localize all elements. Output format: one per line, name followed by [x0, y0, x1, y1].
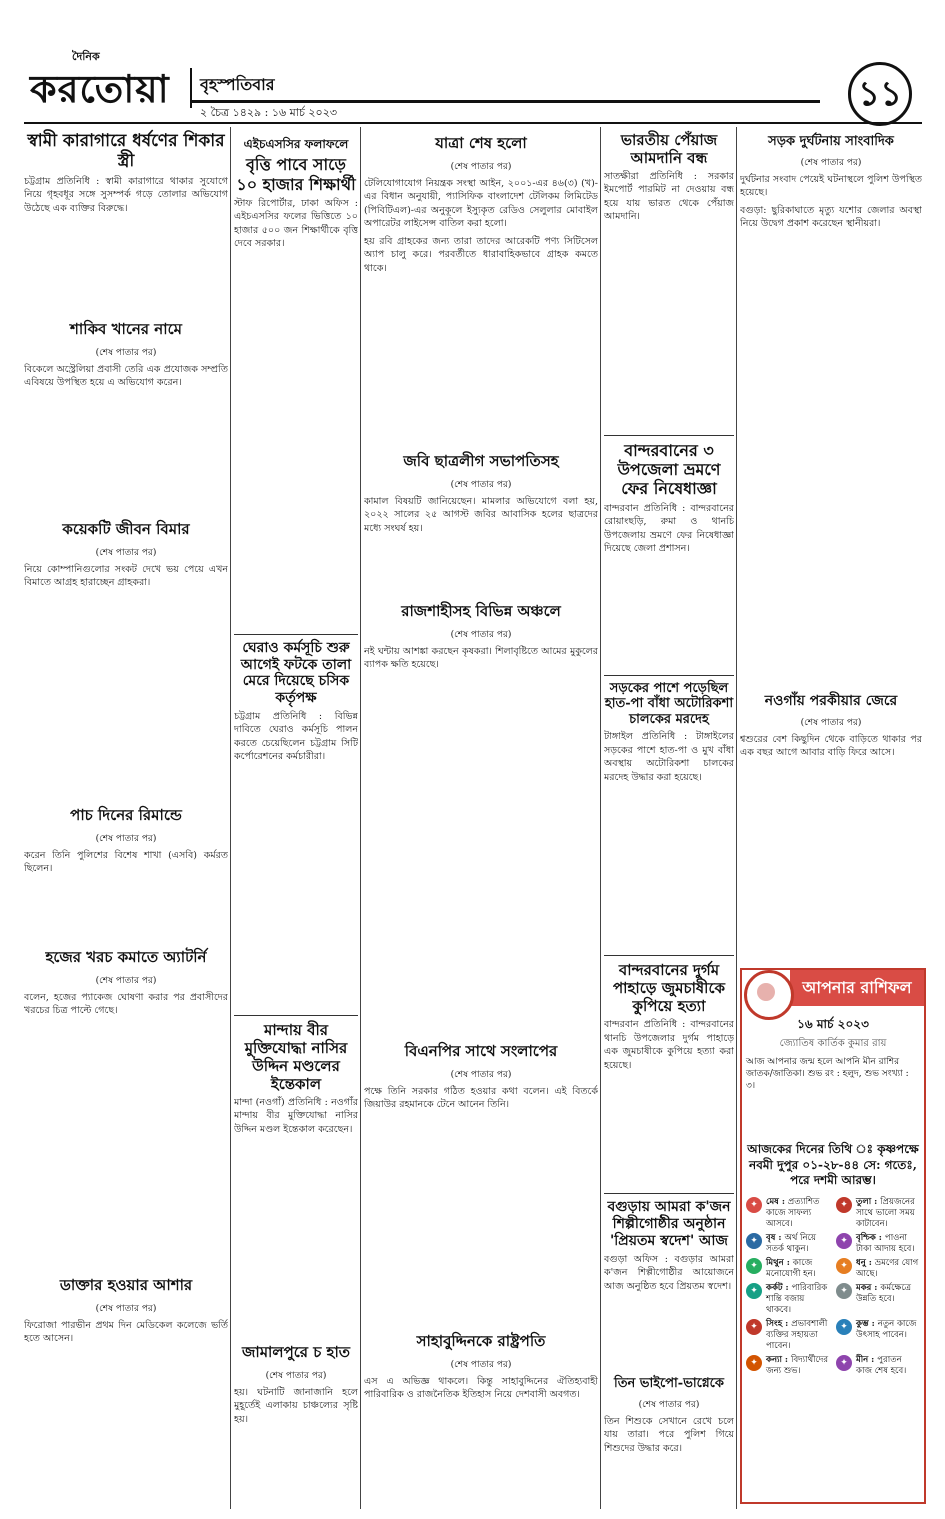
headline-jamalpur: জামালপুরে চ হাত [241, 1342, 351, 1361]
newspaper-logo: করতোয়া [30, 66, 170, 111]
continued-note: (শেষ পাতার পর) [450, 162, 512, 172]
zodiac-symbol-icon: ✦ [746, 1283, 762, 1299]
zodiac-sign-text: মিথুন : কাজে মনোযোগী হন। [766, 1258, 816, 1280]
zodiac-symbol-icon: ✦ [836, 1197, 852, 1213]
zodiac-symbol-icon: ✦ [836, 1355, 852, 1371]
headline-three-nephews: তিন ভাইপো-ভাগ্নেকে [614, 1375, 724, 1391]
article-body: হয় রবি গ্রাহকের জন্য তারা তাদের আরেকটি পণ্য সিটিসেল অ্যাপ চালু করে। পরবর্তীতে ধারাবাহিকভাবে গ্রাহক কমতে থাকে। [364, 235, 598, 274]
headline-spouse-abuse: স্বামী কারাগারে ধর্ষণের শিকার স্ত্রী [27, 131, 225, 172]
article-body: বিকেলে অস্ট্রেলিয়া প্রবাসী তেরি এক প্রযোজক সম্প্রতি এবিষয়ে উপস্থিত হয়ে এ অভিযোগ করেন। [24, 363, 228, 389]
article-body: সাতক্ষীরা প্রতিনিধি : সরকার ইমপোর্ট পারমিট না দেওয়ায় বন্ধ হয়ে যায় ভারত থেকে পেঁয়াজ আমদানি। [604, 171, 734, 223]
zodiac-sign-item [746, 1197, 830, 1230]
article-rule [604, 955, 734, 956]
article-body: বান্দরবান প্রতিনিধি : বান্দরবানের থানচি উপজেলার দুর্গম পাহাড়ে এক জুমচাষীকে কুপিয়ে হত্যা করা হয়েছে। [604, 1019, 734, 1071]
article-body: স্টাফ রিপোর্টার, ঢাকা অফিস : এইচএসসির ফলের ভিত্তিতে ১০ হাজার ৫০০ জন শিক্ষার্থীকে বৃত্তি দেবে সরকার। [234, 197, 358, 250]
zodiac-sign-item [836, 1258, 920, 1280]
zodiac-sign-grid [742, 1193, 924, 1382]
column-divider [600, 127, 601, 1509]
zodiac-symbol-icon: ✦ [746, 1233, 762, 1249]
zodiac-sign-text: কর্কট : পারিবারিক শান্তি বজায় থাকবে। [766, 1283, 828, 1316]
continued-note: (শেষ পাতার পর) [95, 975, 157, 986]
zodiac-sign-name: মকর : [856, 1283, 881, 1294]
zodiac-sign-text: ধনু : ভ্রমণের যোগ আছে। [856, 1258, 919, 1280]
masthead [0, 0, 945, 122]
zodiac-sign-name: বৃষ : [766, 1232, 785, 1243]
zodiac-sign-item [746, 1233, 830, 1255]
zodiac-sign-text: মীন : পুরাতন কাজ শেষ হবে। [856, 1355, 907, 1377]
column-divider [230, 127, 231, 1509]
horoscope-title: আপনার রাশিফল [790, 970, 924, 1006]
headline-hajj-cost: হজের খরচ কমাতে অ্যাটর্নি [45, 947, 207, 966]
headline-scholarship: বৃত্তি পাবে সাড়ে ১০ হাজার শিক্ষার্থী [236, 155, 356, 194]
headline-bogura-cultural: বগুড়ায় আমরা ক'জন শিল্পীগোষ্ঠীর অনুষ্ঠান 'প্রিয়তম স্বদেশ' আজ [607, 1199, 731, 1249]
article-rule [234, 1015, 358, 1016]
continued-note: (শেষ পাতার পর) [638, 1399, 700, 1410]
zodiac-sign-item [836, 1197, 920, 1230]
article-body: বগুড়া অফিস : বগুড়ার আমরা ক'জন শিল্পীগোষ্ঠীর আয়োজনে আজ অনুষ্ঠিত হবে প্রিয়তম স্বদেশ। [604, 1253, 734, 1292]
column-divider [736, 127, 737, 1509]
logo-tagline: দৈনিক [72, 50, 100, 63]
zodiac-symbol-icon: ✦ [836, 1319, 852, 1335]
horoscope-author: জ্যোতিষ কার্তিক কুমার রায় [779, 1038, 887, 1049]
headline-road-accident: সড়ক দুর্ঘটনায় সাংবাদিক [768, 134, 894, 149]
zodiac-symbol-icon: ✦ [746, 1258, 762, 1274]
zodiac-sign-item [836, 1283, 920, 1316]
zodiac-sign-text: বৃশ্চিক : পাওনা টাকা আদায় হবে। [856, 1232, 915, 1254]
article-body: কামাল বিষয়টি জানিয়েছেন। মামলার অভিযোগে বলা হয়, ২০২২ সালের ২৫ আগস্ট জবির আবাসিক হলের ছাত্রদের মধ্যে সংঘর্ষ হয়। [364, 495, 598, 534]
headline-shakib-khan: শাকিব খানের নামে [70, 319, 182, 338]
zodiac-symbol-icon: ✦ [836, 1283, 852, 1299]
zodiac-sign-name: মিথুন : [766, 1258, 793, 1269]
zodiac-sign-name: কুম্ভ : [856, 1319, 878, 1330]
zodiac-sign-name: কন্যা : [766, 1355, 792, 1366]
zodiac-wheel-icon [744, 970, 794, 1020]
zodiac-sign-name: মেষ : [766, 1196, 788, 1207]
continued-note: (শেষ পাতার পর) [450, 1359, 512, 1370]
article-body: বলেন, হজের প্যাকেজ ঘোষণা করার পর প্রবাসীদের খরচের চিত্র পাল্টে গেছে। [24, 991, 228, 1017]
continued-note: (শেষ পাতার পর) [450, 1069, 512, 1080]
page-number-badge: ১১ [848, 62, 912, 126]
article-body: করেন তিনি পুলিশের বিশেষ শাখা (এসবি) কর্মরত ছিলেন। [24, 849, 228, 875]
zodiac-symbol-icon: ✦ [746, 1197, 762, 1213]
zodiac-sign-name: মীন : [856, 1355, 878, 1366]
headline-jnu-chhatraleague: জবি ছাত্রলীগ সভাপতিসহ [403, 451, 559, 470]
headline-rajshahi-regions: রাজশাহীসহ বিভিন্ন অঞ্চলে [401, 601, 561, 620]
continued-note: (শেষ পাতার পর) [800, 158, 862, 168]
article-body: মান্দা (নওগাঁ) প্রতিনিধি : নওগাঁর মান্দায় বীর মুক্তিযোদ্ধা নাসির উদ্দিন মণ্ডল ইন্তেকাল করেছেন। [234, 1096, 358, 1135]
masthead-rule [190, 100, 820, 103]
headline-journey-ends: যাত্রা শেষ হলো [435, 134, 527, 152]
article-body: এস এ অভিজ্ঞ থাকলে। কিন্তু সাহাবুদ্দিনের ঐতিহ্যবাহী পারিবারিক ও রাজনৈতিক ইতিহাস নিয়ে দেশবাসী অবগত। [364, 1375, 598, 1401]
zodiac-sign-text: মেষ : প্রত্যাশিত কাজে সাফল্য আসবে। [766, 1196, 820, 1229]
zodiac-sign-item [836, 1319, 920, 1352]
article-body: দুর্ঘটনার সংবাদ পেয়েই ঘটনাস্থলে পুলিশ উপস্থিত হয়েছে। [740, 174, 922, 199]
continued-note: (শেষ পাতার পর) [95, 1303, 157, 1314]
zodiac-sign-item [746, 1283, 830, 1316]
zodiac-sign-name: সিংহ : [766, 1319, 792, 1330]
article-body: বান্দরবান প্রতিনিধি : বান্দরবানের রোয়াংছড়ি, রুমা ও থানচি উপজেলায় ভ্রমণে ফের নিষেধাজ্ঞা দিয়েছে জেলা প্রশাসন। [604, 502, 734, 555]
continued-note: (শেষ পাতার পর) [95, 547, 157, 558]
article-body: নই ঘন্টায় আশঙ্কা করছেন কৃষকরা। শিলাবৃষ্টিতে আমের মুকুলের ব্যাপক ক্ষতি হয়েছে। [364, 645, 598, 671]
article-body: বগুড়া: ছুরিকাঘাতে মৃত্যু যশোর জেলার অবস্থা নিয়ে উদ্বেগ প্রকাশ করেছেন স্থানীয়রা। [740, 204, 922, 230]
zodiac-sign-text: মকর : কর্মক্ষেত্রে উন্নতি হবে। [856, 1283, 912, 1305]
article-body: ফিরোজা পারভীন প্রথম দিন মেডিকেল কলেজে ভর্তি হতে আসেন। [24, 1319, 228, 1345]
article-body: টাঙ্গাইল প্রতিনিধি : টাঙ্গাইলের সড়কের পাশে হাত-পা ও মুখ বাঁধা অবস্থায় অটোরিকশা চালকের মরদেহ উদ্ধার করা হয়েছে। [604, 731, 734, 783]
article-rule [234, 634, 358, 635]
continued-note: (শেষ পাতার পর) [95, 833, 157, 844]
column-5 [740, 127, 922, 963]
continued-note: (শেষ পাতার পর) [450, 479, 512, 490]
continued-note: (শেষ পাতার পর) [450, 629, 512, 640]
continued-note: (শেষ পাতার পর) [95, 347, 157, 358]
zodiac-sign-text: কুম্ভ : নতুন কাজে উৎসাহ পাবেন। [856, 1319, 917, 1341]
article-body: নিয়ে কোম্পানিগুলোর সংকট দেখে ভয় পেয়ে এখন বিমাতে আগ্রহ হারাচ্ছেন গ্রাহকরা। [24, 563, 228, 589]
zodiac-sign-item [746, 1319, 830, 1352]
article-body: হয়। ঘটনাটি জানাজানি হলে মুহূর্তেই এলাকায় চাঞ্চল্যের সৃষ্টি হয়। [234, 1386, 358, 1425]
headline-gherao: ঘেরাও কর্মসূচি শুরু আগেই ফটকে তালা মেরে দিয়েছে চসিক কর্তৃপক্ষ [240, 639, 352, 707]
article-rule [604, 435, 734, 436]
article-rule [604, 1193, 734, 1194]
column-4 [604, 127, 734, 1509]
headline-auto-driver: সড়কের পাশে পড়েছিল হাত-পা বাঁধা অটোরিকশা চালকের মরদেহ [604, 680, 734, 727]
headline-shahabuddin-president: সাহাবুদ্দিনকে রাষ্ট্রপতি [416, 1331, 546, 1350]
header-rule [24, 122, 922, 124]
zodiac-symbol-icon: ✦ [836, 1233, 852, 1249]
article-body: তিন শিশুকে সেখানে রেখে চলে যায় তারা। পরে পুলিশ গিয়ে শিশুদের উদ্ধার করে। [604, 1415, 734, 1454]
horoscope-intro: আজ আপনার জন্ম হলে আপনি মীন রাশির জাতক/জাতিকা। শুভ রং : হলুদ, শুভ সংখ্যা : ৩। [746, 1057, 909, 1092]
tithi-line: আজকের দিনের তিথি ঃ কৃষ্ণপক্ষে নবমী দুপুর ০১-২৮-৪৪ সে: গতেঃ, পরে দশমী আরম্ভ। [747, 1142, 919, 1188]
column-3 [364, 127, 598, 1509]
headline-freedom-fighter: মান্দায় বীর মুক্তিযোদ্ধা নাসির উদ্দিন মণ্ডলের ইন্তেকাল [244, 1020, 348, 1093]
zodiac-sign-name: বৃশ্চিক : [856, 1232, 885, 1243]
zodiac-sign-item [746, 1258, 830, 1280]
zodiac-sign-name: তুলা : [856, 1196, 881, 1207]
zodiac-sign-item [836, 1233, 920, 1255]
horoscope-date: ১৬ মার্চ ২০২৩ [797, 1017, 869, 1031]
headline-five-day-remand: পাচ দিনের রিমান্ডে [70, 805, 182, 824]
zodiac-sign-item [746, 1355, 830, 1377]
zodiac-symbol-icon: ✦ [746, 1319, 762, 1335]
article-body: চট্টগ্রাম প্রতিনিধি : স্বামী কারাগারে থাকার সুযোগে নিয়ে গৃহবধূর সঙ্গে সুসম্পর্ক গড়ে তোলার অভিযোগ উঠেছে এক ব্যক্তির বিরুদ্ধে। [24, 175, 228, 214]
column-1 [24, 127, 228, 1509]
headline-bandarban-ban: বান্দরবানের ৩ উপজেলা ভ্রমণে ফের নিষেধাজ্ঞা [617, 441, 721, 499]
headline-jhum-farmer: বান্দরবানের দুর্গম পাহাড়ে জুমচাষীকে কুপিয়ে হত্যা [613, 961, 725, 1016]
continued-note: (শেষ পাতার পর) [800, 717, 862, 728]
headline-naogaon-affair: নওগাঁয় পরকীয়ার জেরে [764, 692, 898, 709]
headline-onion-import: ভারতীয় পেঁয়াজ আমদানি বন্ধ [620, 131, 718, 167]
column-divider [360, 127, 361, 1509]
horoscope-box [740, 968, 926, 1504]
zodiac-sign-text: তুলা : প্রিয়জনের সাথে ভালো সময় কাটাবেন। [856, 1196, 915, 1229]
zodiac-sign-text: কন্যা : বিদ্যার্থীদের জন্য শুভ। [766, 1355, 829, 1377]
continued-note: (শেষ পাতার পর) [265, 1370, 327, 1381]
article-body: পক্ষে তিনি সরকার গঠিত হওয়ার কথা বলেন। এই বিতর্কে জিয়াউর রহমানকে টেনে আনেন তিনি। [364, 1085, 598, 1111]
zodiac-symbol-icon: ✦ [746, 1355, 762, 1371]
zodiac-sign-item [836, 1355, 920, 1377]
article-body: শ্বশুরের বেশ কিছুদিন থেকে বাড়িতে থাকার পর এক বছর আগে আবার বাড়ি ফিরে আসে। [740, 733, 922, 759]
zodiac-sign-text: বৃষ : অর্থ নিয়ে সতর্ক থাকুন। [766, 1232, 816, 1254]
zodiac-sign-name: ধনু : [856, 1258, 875, 1269]
article-body: চট্টগ্রাম প্রতিনিধি : বিভিন্ন দাবিতে ঘেরাও কর্মসূচি পালন করতে চেয়েছিলেন চট্টগ্রাম সিটি কর্পোরেশনের কর্মচারীরা। [234, 710, 358, 763]
masthead-day: বৃহস্পতিবার [200, 75, 275, 94]
column-2 [234, 127, 358, 1509]
zodiac-sign-name: কর্কট : [766, 1283, 792, 1294]
zodiac-sign-text: সিংহ : প্রভাবশালী ব্যক্তির সহায়তা পাবেন। [766, 1319, 828, 1352]
headline-doctor-hope: ডাক্তার হওয়ার আশার [59, 1275, 193, 1294]
masthead-date: ২ চৈত্র ১৪২৯ : ১৬ মার্চ ২০২৩ [200, 106, 338, 119]
zodiac-symbol-icon: ✦ [836, 1258, 852, 1274]
kicker-hsc: এইচএসসির ফলাফলে [243, 137, 349, 151]
article-rule [604, 675, 734, 676]
headline-bnp-dialogue: বিএনপির সাথে সংলাপের [404, 1041, 558, 1060]
article-body: টেলিযোগাযোগ নিয়ন্ত্রক সংস্থা আইন, ২০০১-এর ৪৬(৩) (খ)-এর বিধান অনুযায়ী, প্যাসিফিক বাংলাদেশ টেলিকম লিমিটেড (পিবিটিএল)-এর অনুকূলে ইস্যুকৃত রেডিও সেলুলার মোবাইল অপারেটর লাইসেন্স বাতিল করা হলো। [364, 178, 598, 230]
headline-life-insurance: কয়েকটি জীবন বিমার [62, 519, 190, 538]
